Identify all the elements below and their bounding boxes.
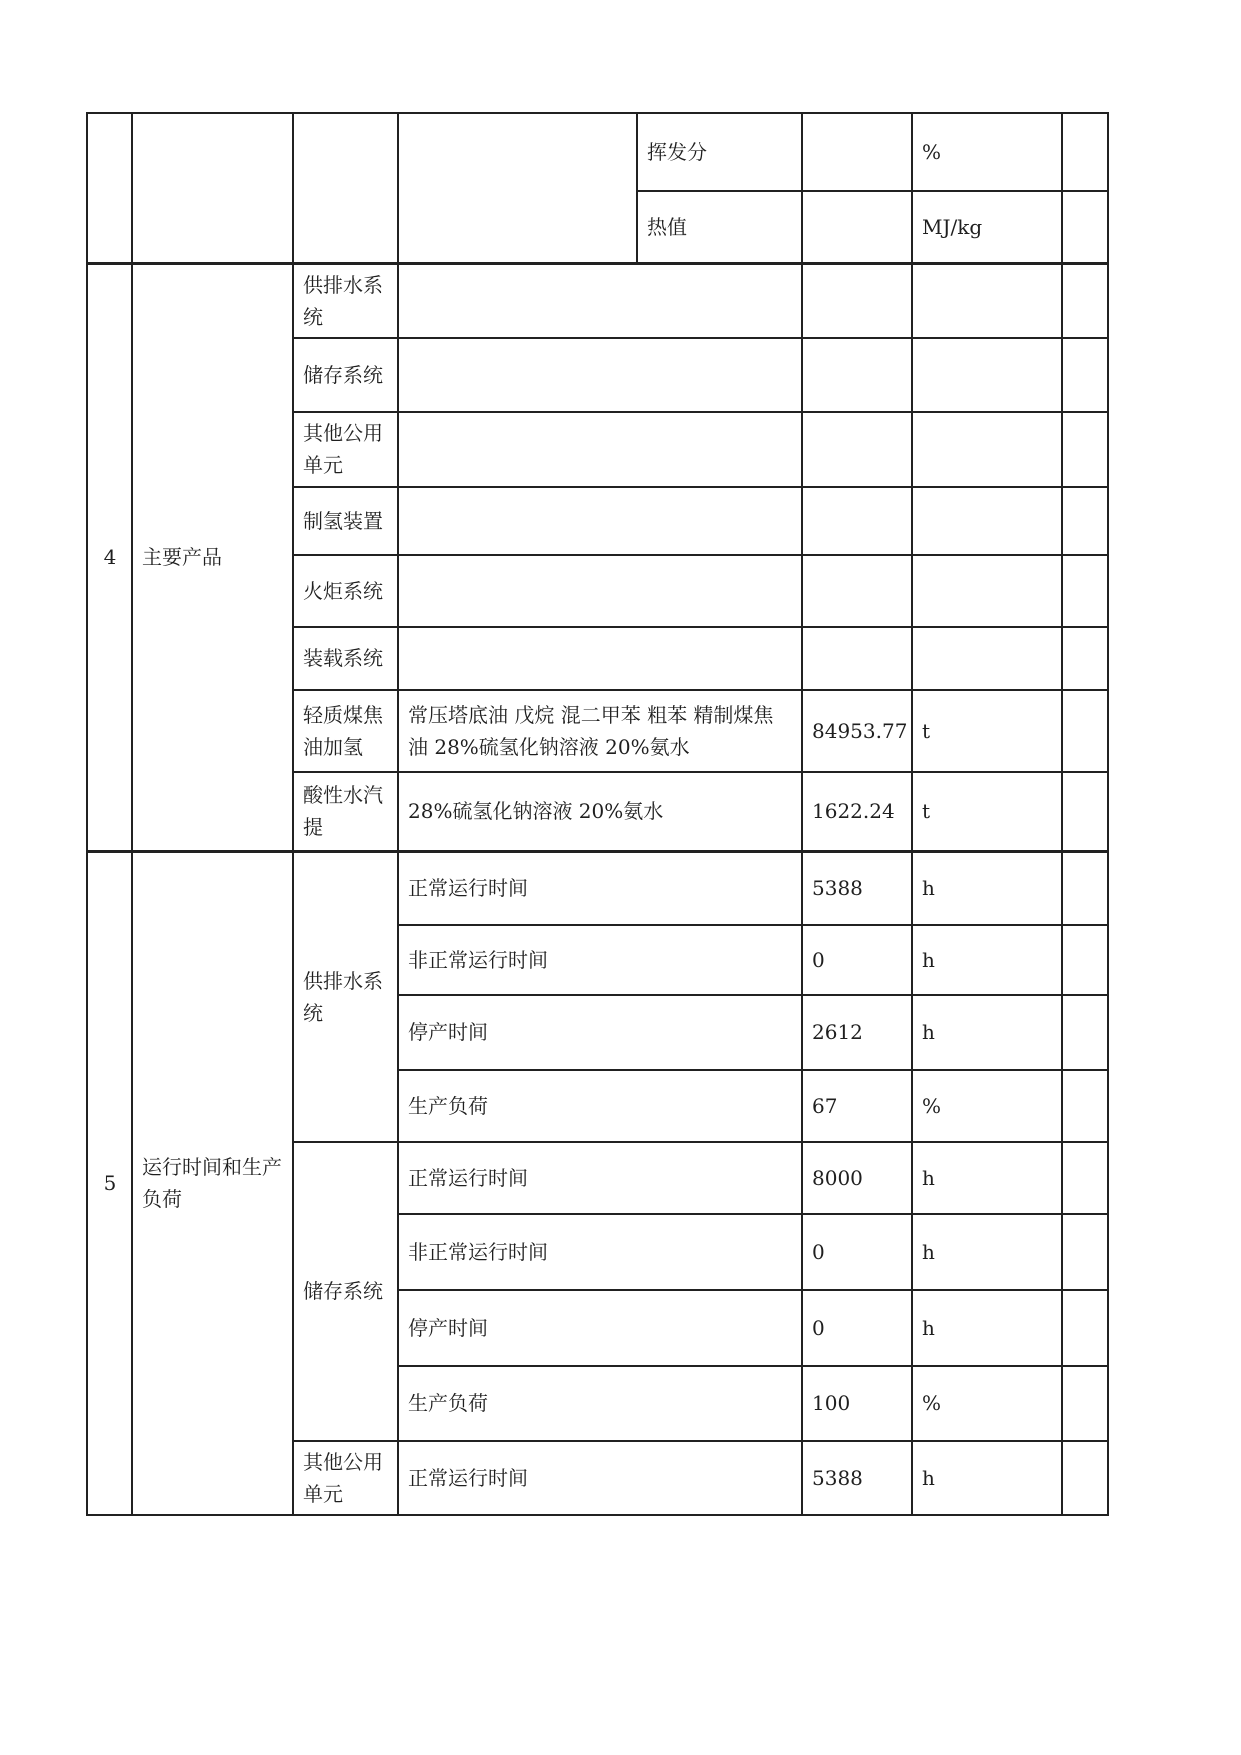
table-row bbox=[87, 113, 1108, 191]
cell-extra bbox=[1062, 412, 1108, 487]
cell-extra bbox=[1062, 1441, 1108, 1515]
cell-desc bbox=[398, 338, 802, 412]
group-label: 储存系统 bbox=[293, 1142, 398, 1441]
cell-extra bbox=[1062, 555, 1108, 627]
item-label: 非正常运行时间 bbox=[398, 1214, 802, 1290]
cell-unit: h bbox=[912, 1290, 1062, 1366]
cell-unit: % bbox=[912, 113, 1062, 191]
group-label: 装载系统 bbox=[293, 627, 398, 690]
cell-param: 挥发分 bbox=[637, 113, 802, 191]
group-label: 其他公用单元 bbox=[293, 412, 398, 487]
cell-value bbox=[802, 263, 912, 338]
cell-value: 8000 bbox=[802, 1142, 912, 1214]
cell-value bbox=[802, 627, 912, 690]
item-label: 正常运行时间 bbox=[398, 852, 802, 925]
cell-unit bbox=[912, 412, 1062, 487]
cell-extra bbox=[1062, 487, 1108, 555]
section-number: 5 bbox=[87, 852, 132, 1515]
group-label: 酸性水汽提 bbox=[293, 772, 398, 852]
cell-extra bbox=[1062, 263, 1108, 338]
cell-extra bbox=[1062, 627, 1108, 690]
cell-value bbox=[802, 191, 912, 263]
cell-desc bbox=[398, 412, 802, 487]
item-label: 正常运行时间 bbox=[398, 1441, 802, 1515]
cell-value bbox=[802, 412, 912, 487]
cell-empty-group bbox=[293, 113, 398, 263]
cell-value: 67 bbox=[802, 1070, 912, 1142]
cell-value: 100 bbox=[802, 1366, 912, 1441]
cell-unit bbox=[912, 338, 1062, 412]
cell-value: 1622.24 bbox=[802, 772, 912, 852]
cell-desc bbox=[398, 627, 802, 690]
cell-unit: % bbox=[912, 1366, 1062, 1441]
cell-extra bbox=[1062, 772, 1108, 852]
cell-value: 5388 bbox=[802, 852, 912, 925]
item-label: 停产时间 bbox=[398, 1290, 802, 1366]
cell-unit bbox=[912, 263, 1062, 338]
group-label: 其他公用单元 bbox=[293, 1441, 398, 1515]
item-label: 生产负荷 bbox=[398, 1366, 802, 1441]
cell-param: 热值 bbox=[637, 191, 802, 263]
cell-unit: h bbox=[912, 995, 1062, 1070]
table-row bbox=[87, 263, 1108, 338]
cell-extra bbox=[1062, 1290, 1108, 1366]
cell-value: 84953.77 bbox=[802, 690, 912, 772]
cell-extra bbox=[1062, 995, 1108, 1070]
cell-unit: h bbox=[912, 1214, 1062, 1290]
cell-extra bbox=[1062, 852, 1108, 925]
cell-unit: t bbox=[912, 772, 1062, 852]
cell-value: 0 bbox=[802, 1290, 912, 1366]
cell-value: 5388 bbox=[802, 1441, 912, 1515]
cell-extra bbox=[1062, 113, 1108, 191]
group-label: 火炬系统 bbox=[293, 555, 398, 627]
item-label: 停产时间 bbox=[398, 995, 802, 1070]
cell-value bbox=[802, 338, 912, 412]
group-label: 制氢装置 bbox=[293, 487, 398, 555]
section-title: 运行时间和生产负荷 bbox=[132, 852, 293, 1515]
cell-extra bbox=[1062, 1366, 1108, 1441]
cell-unit: h bbox=[912, 925, 1062, 995]
cell-desc: 常压塔底油 戊烷 混二甲苯 粗苯 精制煤焦油 28%硫氢化钠溶液 20%氨水 bbox=[398, 690, 802, 772]
cell-extra bbox=[1062, 338, 1108, 412]
cell-unit: h bbox=[912, 1441, 1062, 1515]
section-number: 4 bbox=[87, 263, 132, 852]
cell-value bbox=[802, 487, 912, 555]
cell-extra bbox=[1062, 690, 1108, 772]
cell-empty-label bbox=[132, 113, 293, 263]
cell-desc bbox=[398, 555, 802, 627]
table-row bbox=[87, 852, 1108, 925]
cell-unit bbox=[912, 627, 1062, 690]
report-table bbox=[86, 112, 1109, 1516]
cell-extra bbox=[1062, 925, 1108, 995]
cell-unit: t bbox=[912, 690, 1062, 772]
cell-extra bbox=[1062, 1214, 1108, 1290]
cell-unit: MJ/kg bbox=[912, 191, 1062, 263]
cell-unit bbox=[912, 555, 1062, 627]
cell-desc bbox=[398, 487, 802, 555]
group-label: 轻质煤焦油加氢 bbox=[293, 690, 398, 772]
group-label: 供排水系统 bbox=[293, 263, 398, 338]
cell-empty-number bbox=[87, 113, 132, 263]
cell-extra bbox=[1062, 191, 1108, 263]
cell-extra bbox=[1062, 1142, 1108, 1214]
cell-desc: 28%硫氢化钠溶液 20%氨水 bbox=[398, 772, 802, 852]
cell-unit: h bbox=[912, 852, 1062, 925]
cell-unit bbox=[912, 487, 1062, 555]
cell-value: 0 bbox=[802, 925, 912, 995]
cell-unit: % bbox=[912, 1070, 1062, 1142]
cell-empty-desc bbox=[398, 113, 637, 263]
item-label: 正常运行时间 bbox=[398, 1142, 802, 1214]
section-title: 主要产品 bbox=[132, 263, 293, 852]
group-label: 供排水系统 bbox=[293, 852, 398, 1142]
cell-value bbox=[802, 113, 912, 191]
cell-value: 0 bbox=[802, 1214, 912, 1290]
cell-desc bbox=[398, 263, 802, 338]
cell-unit: h bbox=[912, 1142, 1062, 1214]
item-label: 非正常运行时间 bbox=[398, 925, 802, 995]
cell-value: 2612 bbox=[802, 995, 912, 1070]
group-label: 储存系统 bbox=[293, 338, 398, 412]
item-label: 生产负荷 bbox=[398, 1070, 802, 1142]
cell-extra bbox=[1062, 1070, 1108, 1142]
cell-value bbox=[802, 555, 912, 627]
